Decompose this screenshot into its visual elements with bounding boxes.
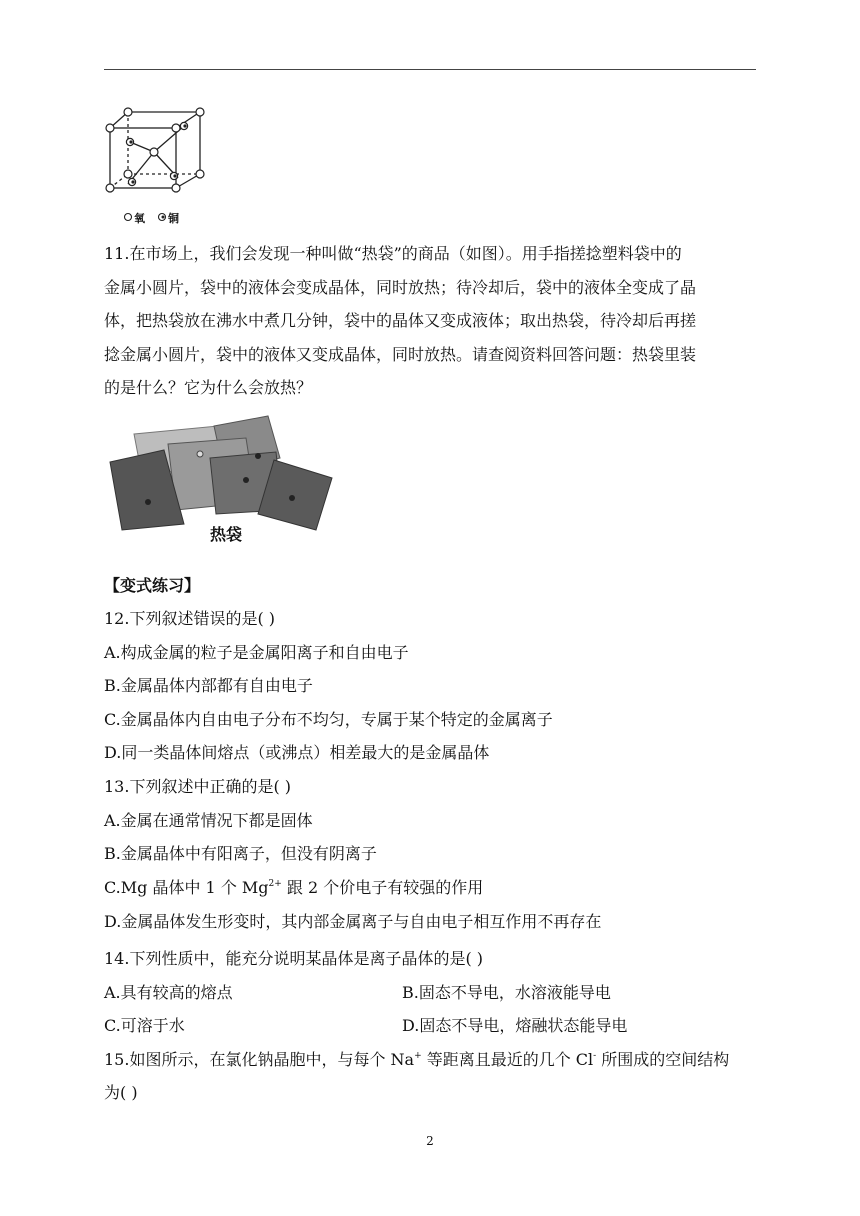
header-rule (104, 69, 756, 70)
heat-bag-caption: 热袋 (210, 525, 243, 544)
q12-option-c: C.金属晶体内自由电子分布不均匀，专属于某个特定的金属离子 (104, 710, 553, 729)
q11-line-1: 11.在市场上，我们会发现一种叫做“热袋”的商品（如图）。用手指搓捻塑料袋中的 (104, 244, 682, 263)
legend-oxygen-label: 氧 (134, 212, 145, 225)
q15-text-2: 等距离且最近的几个 Cl (421, 1050, 594, 1069)
q11-line-5: 的是什么？它为什么会放热？ (104, 378, 313, 397)
section-heading: 【变式练习】 (104, 576, 201, 595)
q14-stem: 14.下列性质中，能充分说明某晶体是离子晶体的是( ) (104, 949, 484, 968)
q13-c-text-1: C.Mg 晶体中 1 个 Mg (104, 878, 269, 897)
q11-line-4: 捻金属小圆片，袋中的液体又变成晶体，同时放热。请查阅资料回答问题：热袋里装 (104, 344, 697, 364)
crystal-cell-diagram (104, 104, 214, 226)
q15-line-2: 为( ) (104, 1083, 138, 1102)
q12-stem: 12.下列叙述错误的是( ) (104, 609, 276, 628)
q15-text-1: 15.如图所示，在氯化钠晶胞中，与每个 Na (104, 1050, 415, 1069)
q13-option-c (104, 878, 483, 898)
q13-option-d: D.金属晶体发生形变时，其内部金属离子与自由电子相互作用不再存在 (104, 912, 602, 931)
q15-sup-cl: - (593, 1051, 597, 1061)
q14-option-a: A.具有较高的熔点 (104, 983, 233, 1002)
q15-sup-na: + (414, 1051, 422, 1061)
q15-line-1 (104, 1050, 729, 1070)
q14-option-b: B.固态不导电，水溶液能导电 (402, 983, 611, 1002)
q13-c-superscript: 2+ (268, 879, 282, 889)
heat-bag-figure (106, 414, 340, 544)
q14-option-d: D.固态不导电，熔融状态能导电 (402, 1016, 628, 1035)
q11-line-3: 体，把热袋放在沸水中煮几分钟，袋中的晶体又变成液体；取出热袋，待冷却后再搓 (104, 311, 697, 330)
q14-option-c: C.可溶于水 (104, 1016, 185, 1035)
q13-option-b: B.金属晶体中有阳离子，但没有阴离子 (104, 844, 377, 863)
q13-stem: 13.下列叙述中正确的是( ) (104, 777, 292, 796)
crystal-cell-figure (104, 104, 214, 226)
q12-option-b: B.金属晶体内部都有自由电子 (104, 676, 313, 695)
oxygen-legend-icon (125, 214, 132, 221)
q12-option-d: D.同一类晶体间熔点（或沸点）相差最大的是金属晶体 (104, 743, 490, 762)
q13-option-a: A.金属在通常情况下都是固体 (104, 811, 313, 830)
q13-c-text-2: 跟 2 个价电子有较强的作用 (281, 878, 484, 897)
q12-option-a: A.构成金属的粒子是金属阳离子和自由电子 (104, 643, 409, 662)
legend-copper-label: 铜 (168, 212, 179, 225)
page-number: 2 (426, 1134, 434, 1148)
q11-line-2: 金属小圆片，袋中的液体会变成晶体，同时放热；待冷却后，袋中的液体全变成了晶 (104, 277, 697, 297)
question-11 (104, 237, 758, 405)
q15-text-3: 所围成的空间结构 (596, 1050, 730, 1069)
